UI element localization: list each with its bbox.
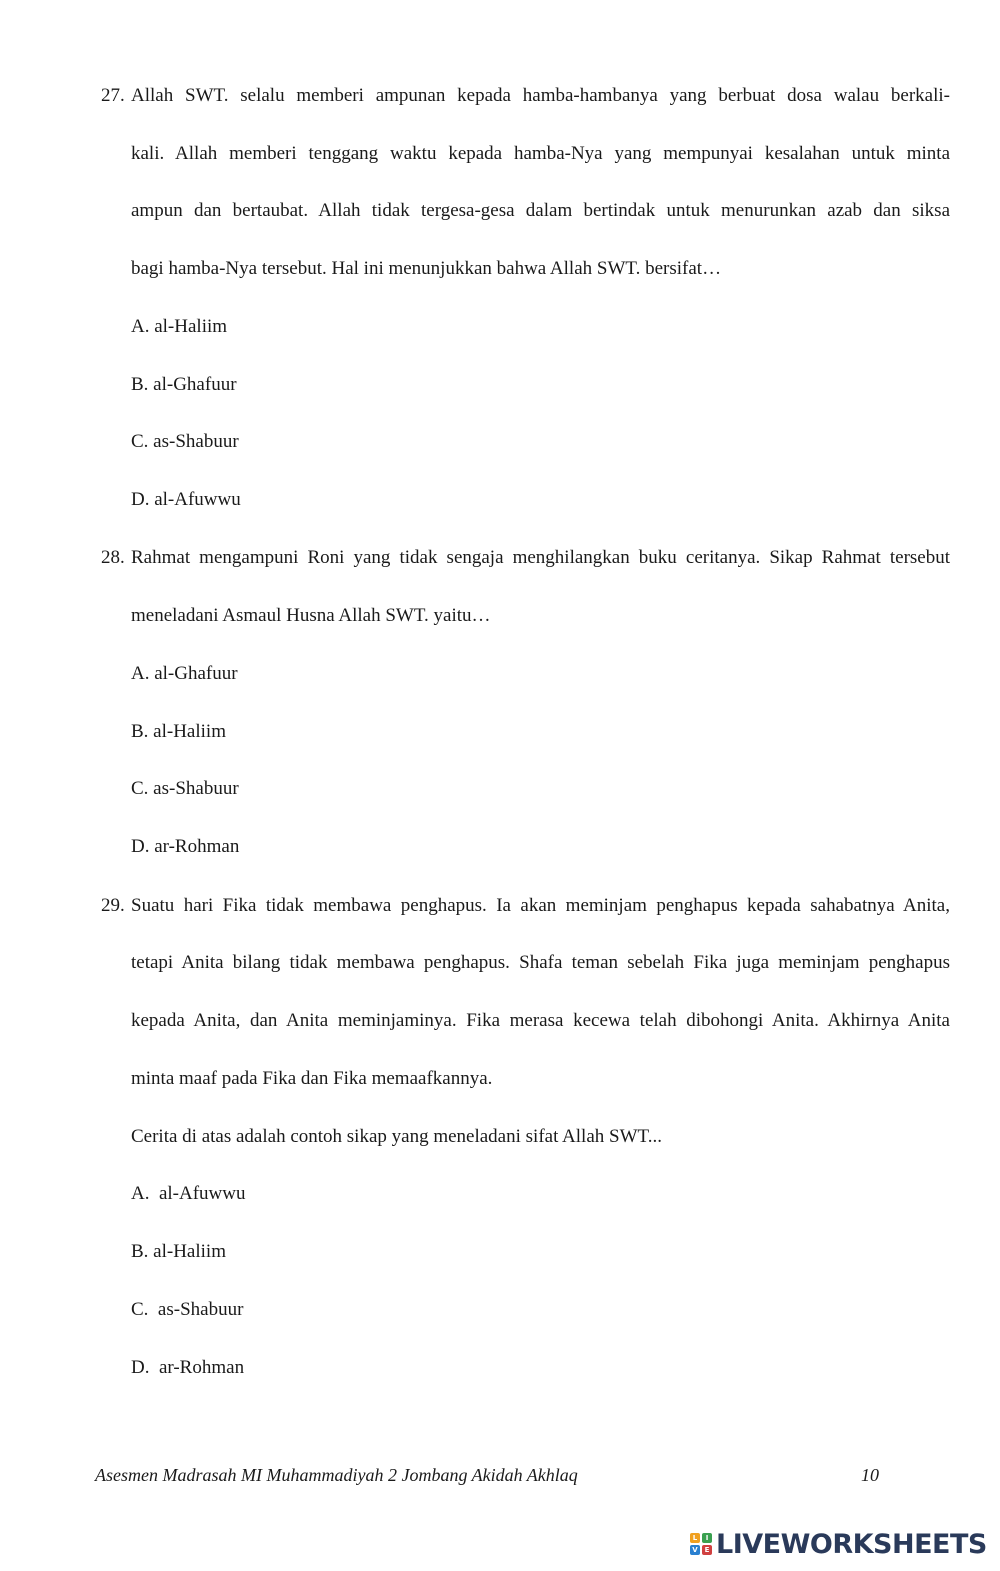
answer-option[interactable]: C. as-Shabuur	[131, 778, 239, 799]
liveworksheets-logo[interactable]	[690, 1527, 990, 1561]
answer-option[interactable]: B. al-Haliim	[131, 1241, 226, 1262]
question-text-line: Suatu hari Fika tidak membawa penghapus. Ia akan meminjam penghapus kepada sahabatnya Anita,	[131, 895, 950, 916]
brand-name: LIVEWORKSHEETS	[716, 1528, 987, 1560]
question-text-line: kepada Anita, dan Anita meminjaminya. Fika merasa kecewa telah dibohongi Anita. Akhirnya Anita	[131, 1010, 950, 1031]
question-number: 27.	[101, 85, 125, 106]
question-number: 28.	[101, 547, 125, 568]
answer-option[interactable]: C. as-Shabuur	[131, 1299, 244, 1320]
answer-option[interactable]: B. al-Ghafuur	[131, 374, 237, 395]
question-text-line: minta maaf pada Fika dan Fika memaafkannya.	[131, 1068, 493, 1089]
question-text-line: tetapi Anita bilang tidak membawa penghapus. Shafa teman sebelah Fika juga meminjam penghapus	[131, 952, 950, 973]
question-prompt: Cerita di atas adalah contoh sikap yang meneladani sifat Allah SWT...	[131, 1126, 662, 1147]
liveworksheets-icon	[690, 1533, 712, 1555]
logo-tile: L	[690, 1533, 700, 1543]
footer-title: Asesmen Madrasah MI Muhammadiyah 2 Jombang Akidah Akhlaq	[95, 1465, 578, 1485]
logo-tile: E	[702, 1545, 712, 1555]
answer-option[interactable]: A. al-Haliim	[131, 316, 228, 337]
answer-option[interactable]: D. ar-Rohman	[131, 836, 240, 857]
question-text-line: Allah SWT. selalu memberi ampunan kepada hamba-hambanya yang berbuat dosa walau berkali-	[131, 85, 950, 106]
question-text-line: ampun dan bertaubat. Allah tidak tergesa-gesa dalam bertindak untuk menurunkan azab dan siksa	[131, 200, 950, 221]
answer-option[interactable]: A. al-Afuwwu	[131, 1183, 246, 1204]
logo-tile: V	[690, 1545, 700, 1555]
question-text-line: bagi hamba-Nya tersebut. Hal ini menunjukkan bahwa Allah SWT. bersifat…	[131, 258, 722, 279]
question-text-line: kali. Allah memberi tenggang waktu kepada hamba-Nya yang mempunyai kesalahan untuk minta	[131, 143, 950, 164]
question-text-line: meneladani Asmaul Husna Allah SWT. yaitu…	[131, 605, 491, 626]
question-text-line: Rahmat mengampuni Roni yang tidak sengaja menghilangkan buku ceritanya. Sikap Rahmat tersebut	[131, 547, 950, 568]
page-number: 10	[861, 1465, 879, 1485]
answer-option[interactable]: C. as-Shabuur	[131, 431, 239, 452]
answer-option[interactable]: D. ar-Rohman	[131, 1357, 245, 1378]
question-number: 29.	[101, 895, 125, 916]
answer-option[interactable]: A. al-Ghafuur	[131, 663, 238, 684]
answer-option[interactable]: D. al-Afuwwu	[131, 489, 241, 510]
logo-tile: I	[702, 1533, 712, 1543]
answer-option[interactable]: B. al-Haliim	[131, 721, 226, 742]
